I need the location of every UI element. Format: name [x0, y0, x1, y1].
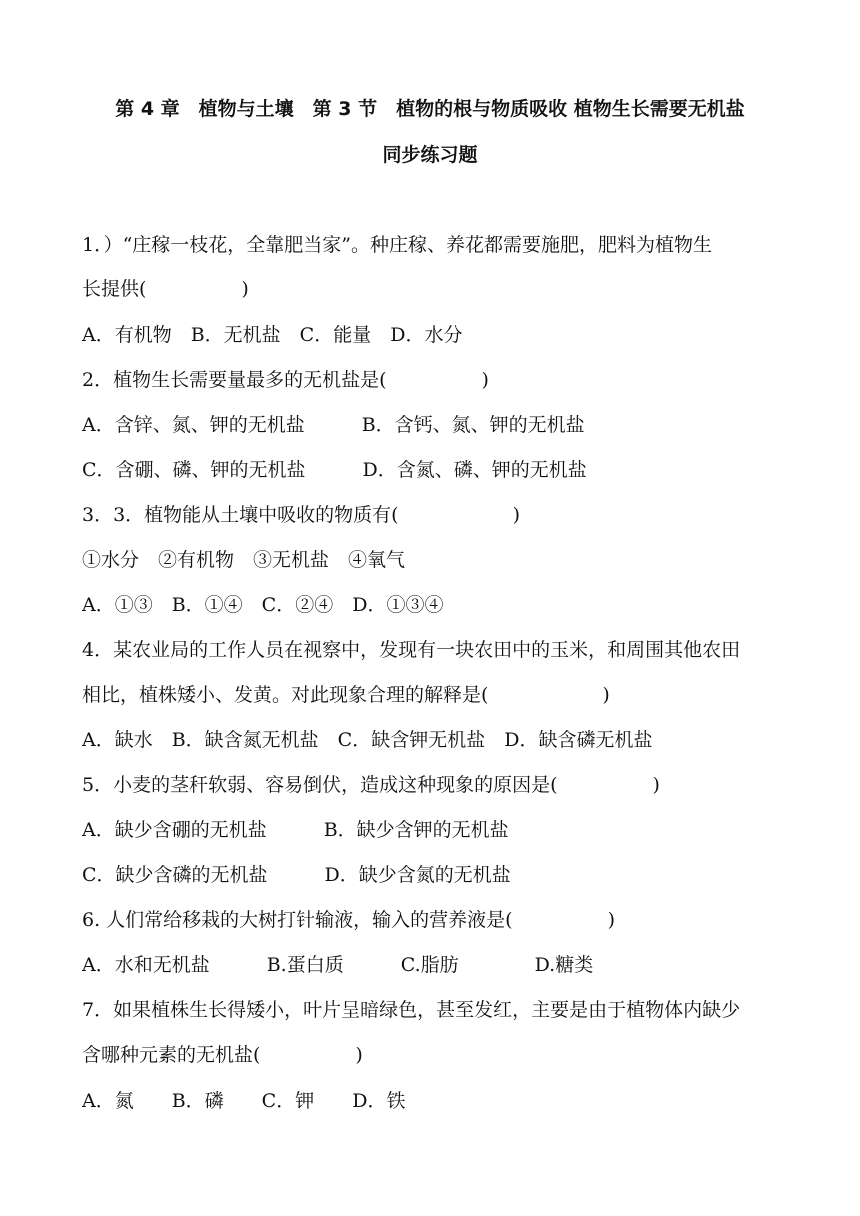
document-subtitle: 同步练习题	[382, 144, 478, 166]
question-1-stem-line-1: 1．）“庄稼一枝花，全靠肥当家”。种庄稼、养花都需要施肥，肥料为植物生	[82, 234, 713, 256]
question-5-stem: 5．小麦的茎秆软弱、容易倒伏，造成这种现象的原因是( )	[82, 774, 660, 796]
question-1-options: A．有机物 B．无机盐 C．能量 D．水分	[82, 324, 463, 346]
question-6-options: A．水和无机盐 B.蛋白质 C.脂肪 D.糖类	[82, 954, 594, 976]
question-3-stem: 3．3．植物能从土壤中吸收的物质有( )	[82, 504, 521, 526]
question-3-options: A．①③ B．①④ C．②④ D．①③④	[82, 594, 444, 616]
question-6-stem: 6. 人们常给移栽的大树打针输液，输入的营养液是( )	[82, 909, 615, 931]
question-1-stem-line-2: 长提供( )	[82, 278, 249, 300]
document-title: 第 4 章 植物与土壤 第 3 节 植物的根与物质吸收 植物生长需要无机盐	[115, 98, 745, 120]
question-4-stem-line-1: 4．某农业局的工作人员在视察中，发现有一块农田中的玉米，和周围其他农田	[82, 639, 741, 661]
question-7-stem-line-2: 含哪种元素的无机盐( )	[82, 1044, 363, 1066]
question-5-options-cd: C．缺少含磷的无机盐 D．缺少含氮的无机盐	[82, 864, 511, 886]
question-2-options-cd: C．含硼、磷、钾的无机盐 D．含氮、磷、钾的无机盐	[82, 459, 587, 481]
question-2-stem: 2．植物生长需要量最多的无机盐是( )	[82, 369, 489, 391]
question-2-options-ab: A．含锌、氮、钾的无机盐 B．含钙、氮、钾的无机盐	[82, 414, 585, 436]
question-7-options: A．氮 B．磷 C．钾 D．铁	[82, 1090, 406, 1112]
question-4-options: A．缺水 B．缺含氮无机盐 C．缺含钾无机盐 D．缺含磷无机盐	[82, 729, 653, 751]
question-7-stem-line-1: 7．如果植株生长得矮小，叶片呈暗绿色，甚至发红，主要是由于植物体内缺少	[82, 999, 741, 1021]
question-5-options-ab: A．缺少含硼的无机盐 B．缺少含钾的无机盐	[82, 819, 509, 841]
question-3-items: ①水分 ②有机物 ③无机盐 ④氧气	[82, 549, 406, 571]
question-4-stem-line-2: 相比，植株矮小、发黄。对此现象合理的解释是( )	[82, 684, 610, 706]
